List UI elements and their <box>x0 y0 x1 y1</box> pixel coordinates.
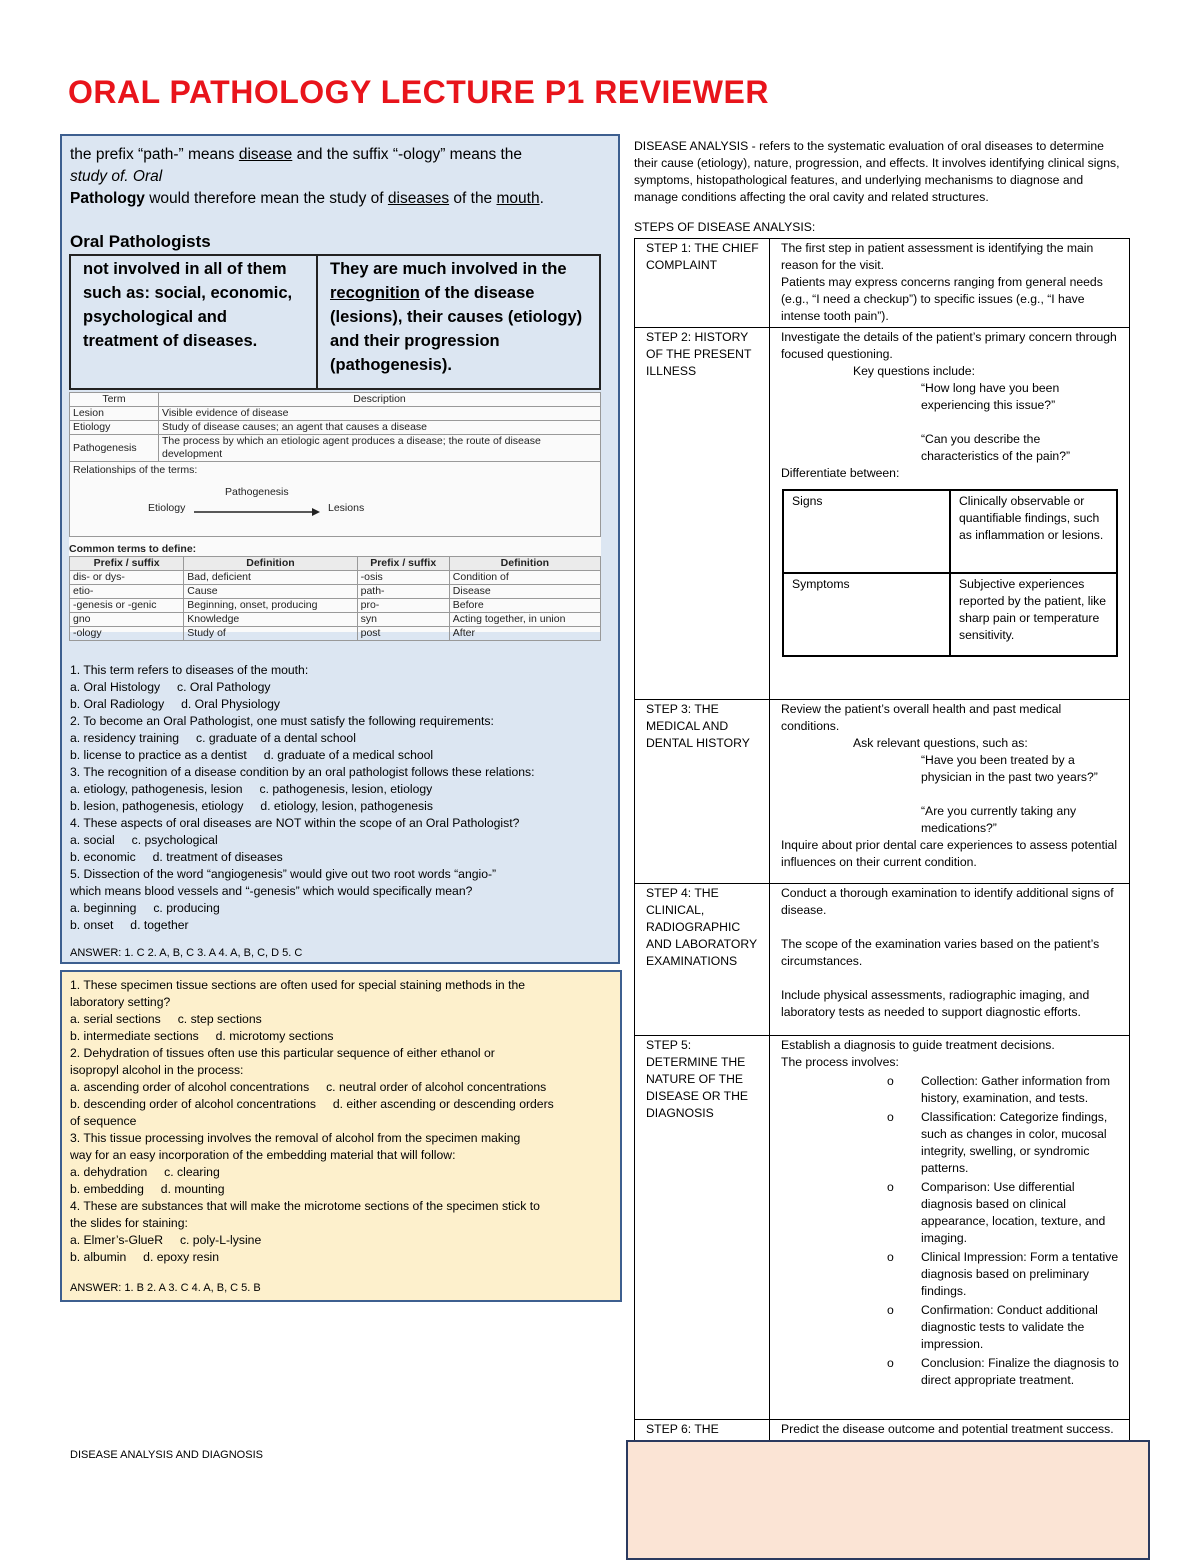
quiz-line: a. Elmer’s-GlueR c. poly-L-lysine <box>70 1233 262 1247</box>
quiz-line: b. license to practice as a dentist d. graduate of a medical school <box>70 748 434 762</box>
step-label: STEP 3: THE MEDICAL AND DENTAL HISTORY <box>635 700 770 884</box>
step-content: Investigate the details of the patient’s primary concern through focused questioning. Key questions include: “How long have you been experiencing this issue?” “Can you describe the characteristics of the pain?” Differentiate between: Signs Clinically observable or quantifiable findings, such as inflammation or lesions. Symptoms Subjective experiences reported by the patient, like sharp pain or temperature sensitivity. <box>770 328 1130 700</box>
step-label: STEP 2: HISTORY OF THE PRESENT ILLNESS <box>635 328 770 700</box>
quiz-2 <box>70 977 615 1266</box>
quiz-line: 3. This tissue processing involves the removal of alcohol from the specimen making <box>70 1131 521 1145</box>
quiz-line: b. onset d. together <box>70 918 189 932</box>
quiz-line: 4. These are substances that will make the microtome sections of the specimen stick to <box>70 1199 540 1213</box>
bullet-icon: o <box>887 1110 894 1124</box>
quiz-line: b. Oral Radiology d. Oral Physiology <box>70 697 280 711</box>
oral-pathologists-table <box>69 254 601 390</box>
list-item: o Confirmation: Conduct additional diagnostic tests to validate the impression. <box>887 1303 1098 1351</box>
quiz-line: 2. Dehydration of tissues often use this particular sequence of either ethanol or <box>70 1046 495 1060</box>
table-row: -ology Study of post After <box>70 627 601 641</box>
list-item: o Collection: Gather information from history, examination, and tests. <box>887 1074 1110 1105</box>
involved-cell: They are much involved in the recognition of the disease (lesions), their causes (etiology) and their progression (pathogenesis). <box>330 260 583 374</box>
step-label: STEP 4: THE CLINICAL, RADIOGRAPHIC AND LABORATORY EXAMINATIONS <box>635 884 770 1036</box>
intro-box <box>60 134 620 964</box>
bullet-icon: o <box>887 1356 894 1370</box>
etiology-label: Etiology <box>148 502 186 514</box>
answer-key-1: ANSWER: 1. C 2. A, B, C 3. A 4. A, B, C, D 5. C <box>70 947 303 959</box>
lesions-label: Lesions <box>328 502 365 514</box>
list-item: o Clinical Impression: Form a tentative diagnosis based on preliminary findings. <box>887 1250 1119 1298</box>
list-item: o Classification: Categorize findings, such as changes in color, mucosal integrity, swelling, or syndromic patterns. <box>887 1110 1108 1175</box>
quiz-line: 1. These specimen tissue sections are often used for special staining methods in the <box>70 978 526 992</box>
step-row <box>635 239 1130 328</box>
page-title: ORAL PATHOLOGY LECTURE P1 REVIEWER <box>68 74 769 110</box>
step-row <box>635 884 1130 1036</box>
bullet-icon: o <box>887 1180 894 1194</box>
quiz-line: way for an easy incorporation of the embedding material that will follow: <box>70 1148 456 1162</box>
quiz-line: a. dehydration c. clearing <box>70 1165 220 1179</box>
quiz-line: which means blood vessels and “-genesis” which would specifically mean? <box>70 884 473 898</box>
step-row <box>635 700 1130 884</box>
table-row: Signs Clinically observable or quantifiable findings, such as inflammation or lesions. <box>783 490 1117 573</box>
step-content: The first step in patient assessment is identifying the main reason for the visit. Patients may express concerns ranging from general needs (e.g., “I need a checkup”) to specific issues (e.g., “I have intense tooth pain”). <box>770 239 1130 328</box>
quiz-line: b. embedding d. mounting <box>70 1182 225 1196</box>
quiz-line: 3. The recognition of a disease condition by an oral pathologist follows these relations: <box>70 765 535 779</box>
quiz-line: laboratory setting? <box>70 995 171 1009</box>
section-heading: DISEASE ANALYSIS AND DIAGNOSIS <box>70 1449 263 1461</box>
intro-text: the prefix “path-” means disease and the suffix “-ology” means the study of. Oral Pathology would therefore mean the study of diseases of the mouth. <box>70 146 544 207</box>
table-row: dis- or dys- Bad, deficient -osis Condition of <box>70 571 601 585</box>
quiz-line: a. beginning c. producing <box>70 901 220 915</box>
bullet-icon: o <box>887 1250 894 1264</box>
quiz-1 <box>70 662 615 934</box>
quiz-line: a. serial sections c. step sections <box>70 1012 262 1026</box>
table-row: Symptoms Subjective experiences reported by the patient, like sharp pain or temperature sensitivity. <box>783 573 1117 656</box>
not-involved-cell: not involved in all of them such as: social, economic, psychological and treatment of diseases. <box>71 256 318 388</box>
terms-figure <box>69 392 601 639</box>
table-row: -genesis or -genic Beginning, onset, producing pro- Before <box>70 599 601 613</box>
step-row <box>635 328 1130 700</box>
quiz-line: the slides for staining: <box>70 1216 188 1230</box>
relationship-diagram: Relationships of the terms: Pathogenesis Etiology Lesions <box>69 462 601 537</box>
step-content: Conduct a thorough examination to identify additional signs of disease. The scope of the examination varies based on the patient’s circumstances. Include physical assessments, radiographic imaging, and laboratory tests as needed to support diagnostic efforts. <box>770 884 1130 1036</box>
disease-analysis-definition: DISEASE ANALYSIS - refers to the systematic evaluation of oral diseases to determine their cause (etiology), nature, progression, and effects. It involves identifying clinical signs, symptoms, histopathological features, and underlying mechanisms to diagnose and manage conditions affecting the oral cavity and related structures. <box>634 139 1120 204</box>
quiz-line: of sequence <box>70 1114 137 1128</box>
table-row: Etiology Study of disease causes; an agent that causes a disease <box>70 421 601 435</box>
quiz-line: 2. To become an Oral Pathologist, one must satisfy the following requirements: <box>70 714 494 728</box>
quiz-line: 5. Dissection of the word “angiogenesis” would give out two root words “angio-” <box>70 867 497 881</box>
list-item: o Conclusion: Finalize the diagnosis to direct appropriate treatment. <box>887 1356 1119 1387</box>
notes-box <box>626 1440 1150 1560</box>
quiz-line: a. Oral Histology c. Oral Pathology <box>70 680 271 694</box>
bullet-icon: o <box>887 1303 894 1317</box>
pathogenesis-label: Pathogenesis <box>225 486 289 498</box>
quiz-line: 4. These aspects of oral diseases are NOT within the scope of an Oral Pathologist? <box>70 816 520 830</box>
bullet-icon: o <box>887 1074 894 1088</box>
quiz-line: a. ascending order of alcohol concentrations c. neutral order of alcohol concentrations <box>70 1080 547 1094</box>
quiz-line: a. residency training c. graduate of a dental school <box>70 731 356 745</box>
answer-key-2: ANSWER: 1. B 2. A 3. C 4. A, B, C 5. B <box>70 1282 261 1294</box>
quiz-line: a. social c. psychological <box>70 833 218 847</box>
quiz-2-box <box>60 970 622 1302</box>
quiz-line: 1. This term refers to diseases of the mouth: <box>70 663 309 677</box>
common-terms-label: Common terms to define: <box>69 543 197 555</box>
steps-table <box>634 238 1130 1474</box>
arrow-icon <box>194 508 320 516</box>
quiz-line: b. albumin d. epoxy resin <box>70 1250 220 1264</box>
quiz-line: b. economic d. treatment of diseases <box>70 850 283 864</box>
step-label: STEP 6: THE <box>635 1420 770 1474</box>
step-content: Establish a diagnosis to guide treatment decisions. The process involves: o Collection: Gather information from history, examination, and tests. o Classification: Categorize findings, such as changes in color, mucosal integrity, swelling, or syndromic patterns. o Comparison: Use differential diagnosis based on clinical appearance, location, texture, and imaging. o Clinical Impression: Form a tentative diagnosis based on preliminary findings. o Confirmation: Conduct additional diagnostic tests to validate the impression. o Conclusion: Finalize the diagnosis to direct appropriate treatment. <box>770 1036 1130 1420</box>
steps-heading: STEPS OF DISEASE ANALYSIS: <box>634 220 816 234</box>
step-content: Predict the disease outcome and potential treatment success. <box>770 1420 1130 1474</box>
table-row: gno Knowledge syn Acting together, in union <box>70 613 601 627</box>
list-item: o Comparison: Use differential diagnosis based on clinical appearance, location, texture, and imaging. <box>887 1180 1106 1245</box>
oral-pathologists-heading: Oral Pathologists <box>70 232 211 251</box>
table-row: etio- Cause path- Disease <box>70 585 601 599</box>
step-label: STEP 1: THE CHIEF COMPLAINT <box>635 239 770 328</box>
quiz-line: b. lesion, pathogenesis, etiology d. etiology, lesion, pathogenesis <box>70 799 433 813</box>
common-terms-table: Prefix / suffix Definition Prefix / suffix Definition dis- or dys- Bad, deficient -osis Condition of etio- Cause path- Disease -genesis or -genic Beginning, onset, producing pro- Before gno Knowledge syn Acting together, in union -ology Study of post After <box>69 556 601 641</box>
signs-symptoms-table <box>782 489 1118 657</box>
quiz-line: b. intermediate sections d. microtomy sections <box>70 1029 334 1043</box>
step-label: STEP 5: DETERMINE THE NATURE OF THE DISEASE OR THE DIAGNOSIS <box>635 1036 770 1420</box>
step-content: Review the patient’s overall health and past medical conditions. Ask relevant questions, such as: “Have you been treated by a physician in the past two years?” “Are you currently taking any medications?” Inquire about prior dental care experiences to assess potential influences on their current condition. <box>770 700 1130 884</box>
quiz-line: isopropyl alcohol in the process: <box>70 1063 244 1077</box>
terms-table: Term Description Lesion Visible evidence of disease Etiology Study of disease causes; an agent that causes a disease Pathogenesis The process by which an etiologic agent produces a disease; the route of disease development <box>69 392 601 462</box>
quiz-line: b. descending order of alcohol concentrations d. either ascending or descending orders <box>70 1097 554 1111</box>
table-row: Pathogenesis The process by which an etiologic agent produces a disease; the route of disease development <box>70 435 601 462</box>
table-row: Lesion Visible evidence of disease <box>70 407 601 421</box>
quiz-line: a. etiology, pathogenesis, lesion c. pathogenesis, lesion, etiology <box>70 782 433 796</box>
step-row <box>635 1036 1130 1420</box>
